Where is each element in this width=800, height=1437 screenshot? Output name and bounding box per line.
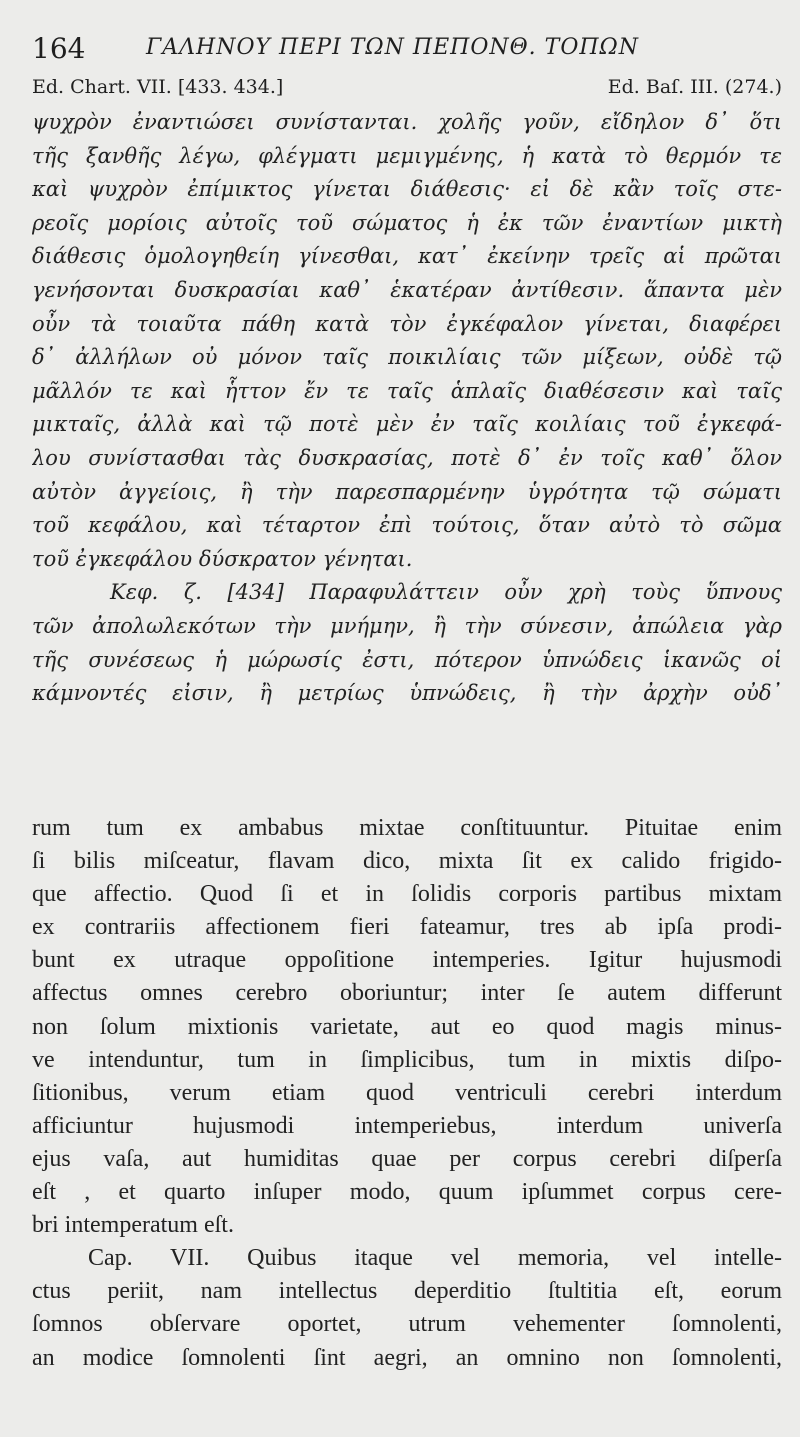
edition-reference-line: [32, 76, 782, 102]
latin-line: affectus omnes cerebro oboriuntur; inter ſe autem differunt: [32, 980, 782, 1007]
latin-line: an modice ſomnolenti ſint aegri, an omnino non ſomnolenti,: [32, 1344, 782, 1371]
latin-line: rum tum ex ambabus mixtae conſtituuntur. Pituitae enim: [32, 815, 782, 841]
greek-line: καὶ ψυχρὸν ἐπίμικτος γίνεται διάθεσις· εἰ δὲ κἂν τοῖς στε-: [32, 177, 782, 202]
greek-line: ρεοῖς μορίοις αὐτοῖς τοῦ σώματος ἡ ἐκ τῶν ἐναντίων μικτὴ: [32, 210, 782, 235]
latin-text-block: [32, 812, 782, 1375]
latin-line: bri intemperatum eſt.: [32, 1212, 234, 1239]
greek-line: γενήσονται δυσκρασίαι καθ᾽ ἑκατέραν ἀντίθεσιν. ἅπαντα μὲν: [32, 277, 782, 302]
greek-line: λου συνίστασθαι τὰς δυσκρασίας, ποτὲ δ᾽ ἐν τοῖς καθ᾽ ὅλον: [32, 445, 782, 470]
latin-line: ſomnos obſervare oportet, utrum vehementer ſomnolenti,: [32, 1311, 782, 1338]
greek-line: δ᾽ ἀλλήλων οὐ μόνον ταῖς ποικιλίαις τῶν μίξεων, οὐδὲ τῷ: [32, 345, 782, 370]
greek-line: τῶν ἀπολωλεκότων τὴν μνήμην, ἢ τὴν σύνεσιν, ἀπώλεια γὰρ: [32, 613, 782, 638]
latin-line: afficiuntur hujusmodi intemperiebus, interdum univerſa: [32, 1112, 782, 1139]
greek-line: τῆς ξανθῆς λέγω, φλέγματι μεμιγμένης, ἡ κατὰ τὸ θερμόν τε: [32, 143, 782, 168]
greek-line: διάθεσις ὁμολογηθείη γίνεσθαι, κατ᾽ ἐκείνην τρεῖς αἱ πρῶται: [32, 244, 782, 269]
latin-line: eſt , et quarto inſuper modo, quum ipſummet corpus cere-: [32, 1179, 782, 1206]
edition-reference-chartier: Ed. Chart. VII. [433. 434.]: [32, 76, 284, 98]
page-number: 164: [32, 32, 86, 65]
latin-line: que affectio. Quod ſi et in ſolidis corporis partibus mixtam: [32, 881, 782, 908]
latin-line: non ſolum mixtionis varietate, aut eo quod magis minus-: [32, 1013, 782, 1040]
greek-line: μᾶλλόν τε καὶ ἧττον ἔν τε ταῖς ἁπλαῖς διαθέσεσιν καὶ ταῖς: [32, 378, 782, 403]
latin-chapter-heading-line: Cap. VII. Quibus itaque vel memoria, vel intelle-: [88, 1245, 782, 1272]
latin-line: ex contrariis affectionem fieri fateamur, tres ab ipſa prodi-: [32, 914, 782, 941]
greek-line: ψυχρὸν ἐναντιώσει συνίστανται. χολῆς γοῦν, εἴδηλον δ᾽ ὅτι: [32, 110, 782, 134]
latin-line: ve intenduntur, tum in ſimplicibus, tum in mixtis diſpo-: [32, 1046, 782, 1073]
greek-text-block: [32, 106, 782, 711]
greek-chapter-heading-line: Κεφ. ζ. [434] Παραφυλάττειν οὖν χρὴ τοὺς ὕπνους: [110, 580, 782, 605]
greek-line: αὐτὸν ἀγγείοις, ἢ τὴν παρεσπαρμένην ὑγρότητα τῷ σώματι: [32, 479, 782, 504]
latin-line: ejus vaſa, aut humiditas quae per corpus cerebri diſperſa: [32, 1145, 782, 1172]
latin-line: bunt ex utraque oppoſitione intemperies. Igitur hujusmodi: [32, 947, 782, 974]
greek-line: κάμνοντές εἰσιν, ἢ μετρίως ὑπνώδεις, ἢ τὴν ἀρχὴν οὐδ᾽: [32, 681, 782, 706]
greek-line: τοῦ κεφάλου, καὶ τέταρτον ἐπὶ τούτοις, ὅταν αὐτὸ τὸ σῶμα: [32, 513, 782, 538]
greek-line: τοῦ ἐγκεφάλου δύσκρατον γένηται.: [32, 546, 413, 571]
greek-line: μικταῖς, ἀλλὰ καὶ τῷ ποτὲ μὲν ἐν ταῖς κοιλίαις τοῦ ἐγκεφά-: [32, 412, 782, 437]
greek-line: τῆς συνέσεως ἡ μώρωσίς ἐστι, πότερον ὑπνώδεις ἱκανῶς οἱ: [32, 647, 782, 672]
latin-line: ſitionibus, verum etiam quod ventriculi cerebri interdum: [32, 1079, 782, 1106]
latin-line: ctus periit, nam intellectus deperditio ſtultitia eſt, eorum: [32, 1278, 782, 1305]
edition-reference-basel: Ed. Baſ. III. (274.): [607, 76, 782, 98]
page-header: [32, 32, 782, 66]
latin-line: ſi bilis miſceatur, flavam dico, mixta ſit ex calido frigido-: [32, 848, 782, 875]
running-title: ΓΑΛΗΝΟΥ ΠΕΡΙ ΤΩΝ ΠΕΠΟΝΘ. ΤΟΠΩΝ: [146, 35, 640, 60]
greek-line: οὖν τὰ τοιαῦτα πάθη κατὰ τὸν ἐγκέφαλον γίνεται, διαφέρει: [32, 311, 782, 336]
